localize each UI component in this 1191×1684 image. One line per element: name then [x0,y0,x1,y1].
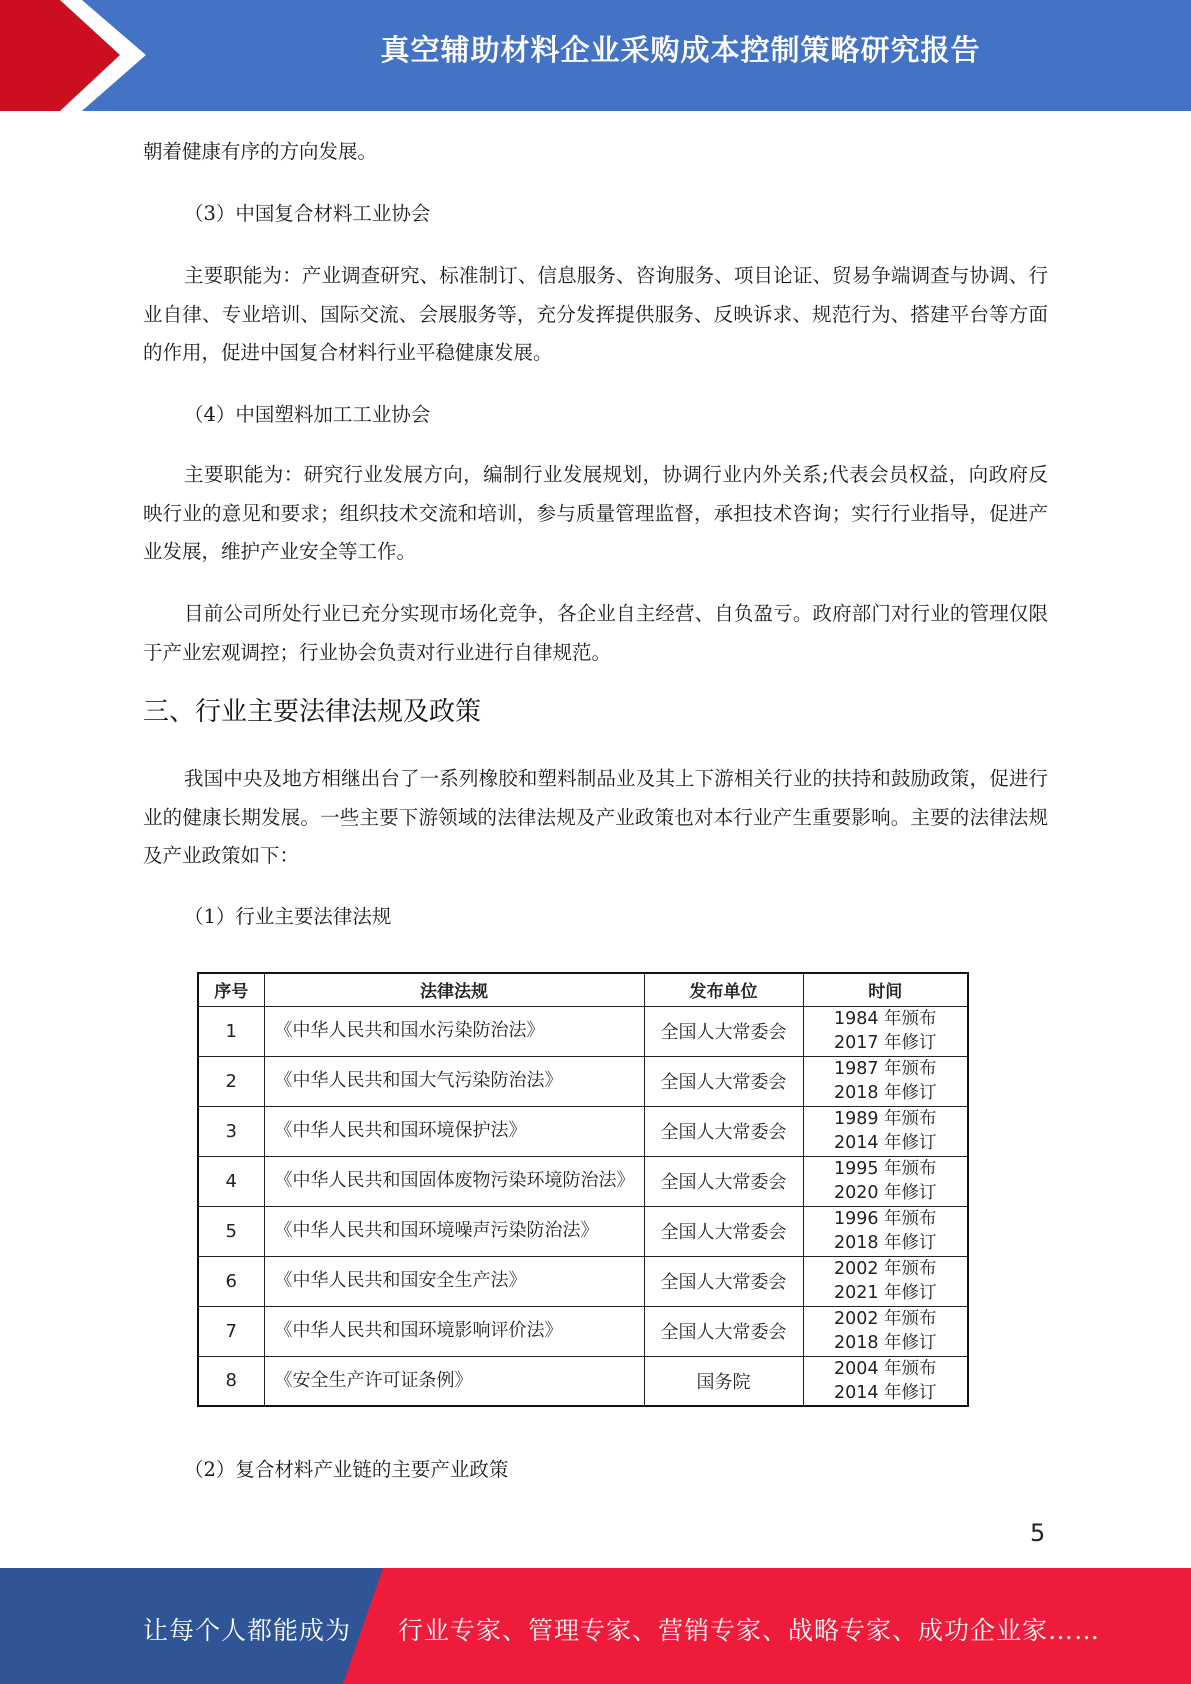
time-issued: 2002 年颁布 [833,1309,937,1329]
paragraph-composite-association-duties: 主要职能为：产业调查研究、标准制订、信息服务、咨询服务、项目论证、贸易争端调查与协调、行业自律、专业培训、国际交流、会展服务等，充分发挥提供服务、反映诉求、规范行为、搭建平台等方面的作用，促进中国复合材料行业平稳健康发展。 [143,264,1048,364]
time-revised: 2018 年修订 [833,1233,937,1253]
table-row [198,1056,968,1106]
cell-law: 《安全生产许可证条例》 [264,1356,644,1406]
time-issued: 2004 年颁布 [833,1358,937,1379]
paragraph-market-competition: 目前公司所处行业已充分实现市场化竞争，各企业自主经营、自负盈亏。政府部门对行业的管理仅限于产业宏观调控；行业协会负责对行业进行自律规范。 [143,602,1048,664]
table-row [198,1006,968,1056]
cell-no: 5 [198,1206,264,1256]
header-arrow-decoration [0,0,150,111]
time-revised: 2020 年修订 [833,1183,937,1203]
table-row [198,1156,968,1206]
cell-org: 全国人大常委会 [644,1156,803,1206]
cell-org: 全国人大常委会 [644,1106,803,1156]
cell-org: 全国人大常委会 [644,1056,803,1106]
cell-time [803,1056,968,1106]
cell-time [803,1306,968,1356]
time-revised: 2017 年修订 [833,1033,937,1053]
subheading-plastics-association: （4）中国塑料加工工业协会 [184,403,431,426]
subheading-laws: （1）行业主要法律法规 [184,905,392,928]
header-no: 序号 [198,973,264,1006]
subheading-composite-association: （3）中国复合材料工业协会 [184,202,431,225]
footer-slogan-right: 行业专家、管理专家、营销专家、战略专家、成功企业家…… [398,1616,1101,1645]
cell-org: 全国人大常委会 [644,1006,803,1056]
time-revised: 2018 年修订 [833,1083,937,1103]
header-law: 法律法规 [264,973,644,1006]
paragraph-plastics-association-duties: 主要职能为：研究行业发展方向，编制行业发展规划，协调行业内外关系;代表会员权益，向政府反映行业的意见和要求；组织技术交流和培训，参与质量管理监督，承担技术咨询；实行行业指导，促进产业发展，维护产业安全等工作。 [143,463,1048,563]
cell-law: 《中华人民共和国环境影响评价法》 [264,1306,644,1356]
cell-time [803,1106,968,1156]
cell-time [803,1356,968,1406]
paragraph-policy-intro: 我国中央及地方相继出台了一系列橡胶和塑料制品业及其上下游相关行业的扶持和鼓励政策，促进行业的健康长期发展。一些主要下游领域的法律法规及产业政策也对本行业产生重要影响。主要的法律法规及产业政策如下： [143,767,1048,867]
cell-law: 《中华人民共和国安全生产法》 [264,1256,644,1306]
time-issued: 2002 年颁布 [833,1259,937,1279]
table-header-row [198,973,968,1006]
cell-no: 4 [198,1156,264,1206]
cell-no: 8 [198,1356,264,1406]
cell-law: 《中华人民共和国固体废物污染环境防治法》 [264,1156,644,1206]
cell-time [803,1206,968,1256]
time-issued: 1984 年颁布 [833,1009,937,1029]
report-title: 真空辅助材料企业采购成本控制策略研究报告 [380,33,981,67]
cell-org: 国务院 [644,1356,803,1406]
footer-slogan-left: 让每个人都能成为 [143,1616,352,1645]
time-issued: 1996 年颁布 [833,1209,937,1229]
section-heading: 三、行业主要法律法规及政策 [143,697,482,727]
time-revised: 2018 年修订 [833,1333,937,1353]
cell-law: 《中华人民共和国大气污染防治法》 [264,1056,644,1106]
time-issued: 1987 年颁布 [833,1059,937,1079]
subheading-industry-policies: （2）复合材料产业链的主要产业政策 [184,1458,509,1481]
time-issued: 1989 年颁布 [833,1109,937,1129]
table-row [198,1306,968,1356]
paragraph-continuation: 朝着健康有序的方向发展。 [143,140,378,163]
cell-time [803,1156,968,1206]
cell-law: 《中华人民共和国环境保护法》 [264,1106,644,1156]
time-issued: 1995 年颁布 [833,1159,937,1179]
time-revised: 2014 年修订 [833,1382,937,1403]
table-row [198,1106,968,1156]
time-revised: 2014 年修订 [833,1133,937,1153]
cell-org: 全国人大常委会 [644,1306,803,1356]
cell-law: 《中华人民共和国水污染防治法》 [264,1006,644,1056]
cell-org: 全国人大常委会 [644,1256,803,1306]
cell-no: 2 [198,1056,264,1106]
header-time: 时间 [803,973,968,1006]
cell-no: 1 [198,1006,264,1056]
cell-time [803,1256,968,1306]
cell-time [803,1006,968,1056]
cell-law: 《中华人民共和国环境噪声污染防治法》 [264,1206,644,1256]
time-revised: 2021 年修订 [833,1283,937,1303]
cell-no: 7 [198,1306,264,1356]
cell-no: 6 [198,1256,264,1306]
laws-table [197,972,969,1407]
page-header [0,0,1191,111]
table-row [198,1356,968,1406]
cell-no: 3 [198,1106,264,1156]
table-row [198,1256,968,1306]
header-org: 发布单位 [644,973,803,1006]
cell-org: 全国人大常委会 [644,1206,803,1256]
table-row [198,1206,968,1256]
page-number: 5 [1030,1519,1046,1547]
